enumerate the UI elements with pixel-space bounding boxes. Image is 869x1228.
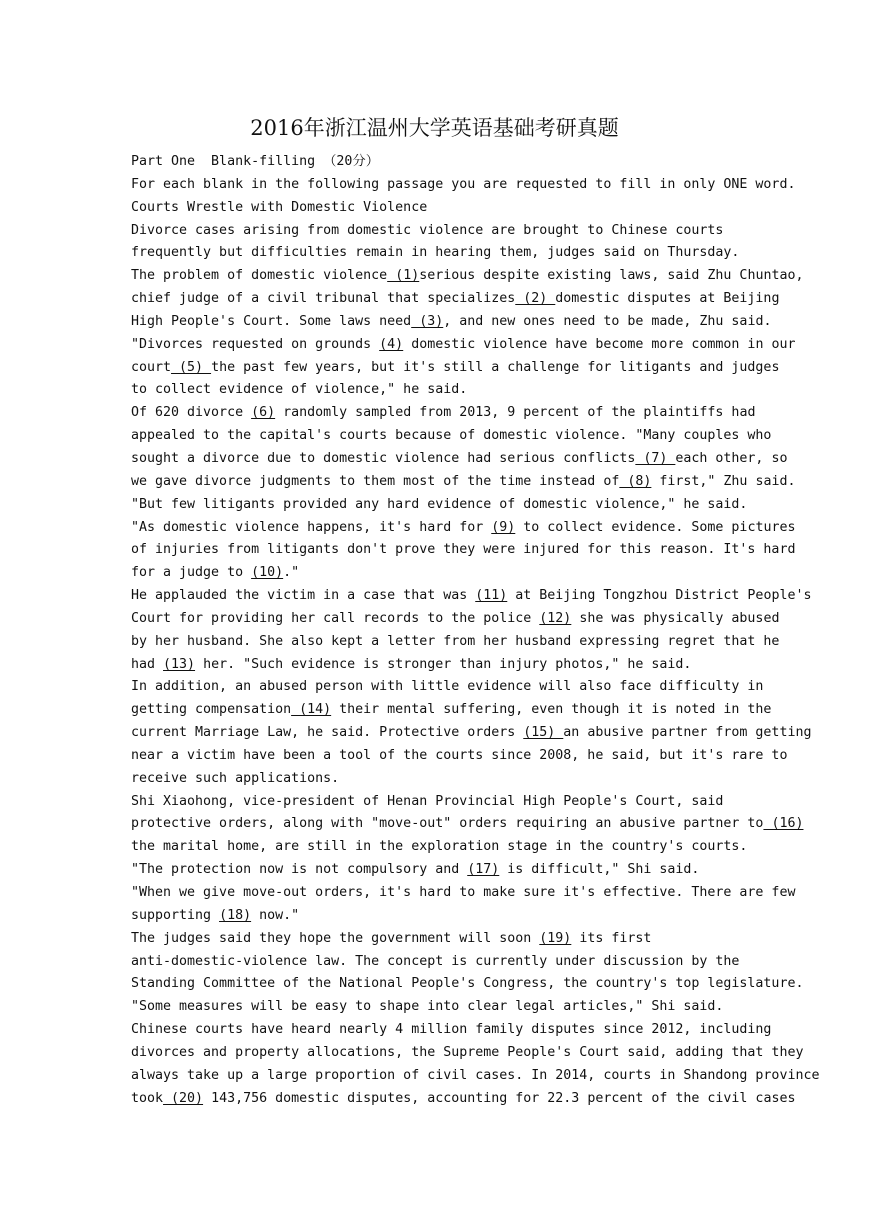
- text-line: [131, 813, 804, 836]
- text-segment: appealed to the capital's courts because of domestic violence. "Many couples who: [131, 428, 772, 444]
- text-segment: her. "Such evidence is stronger than injury photos," he said.: [195, 656, 692, 672]
- text-line: [131, 242, 740, 265]
- text-segment: their mental suffering, even though it is noted in the: [331, 702, 772, 718]
- text-segment: by her husband. She also kept a letter from her husband expressing regret that he: [131, 633, 780, 649]
- text-segment: court: [131, 359, 172, 375]
- text-segment: getting compensation: [131, 702, 292, 718]
- text-segment: she was physically abused: [571, 610, 780, 626]
- text-line: [131, 402, 756, 425]
- text-line: [131, 1019, 772, 1042]
- answer-blank: (8): [619, 473, 652, 489]
- answer-blank: (1): [387, 268, 420, 284]
- text-segment: current Marriage Law, he said. Protective orders: [131, 725, 524, 741]
- text-line: [131, 631, 780, 654]
- text-segment: took: [131, 1090, 164, 1106]
- text-segment: always take up a large proportion of civil cases. In 2014, courts in Shandong province: [131, 1067, 820, 1083]
- text-segment: first," Zhu said.: [651, 473, 796, 489]
- text-line: [131, 471, 796, 494]
- text-segment: had: [131, 656, 164, 672]
- text-line: [131, 973, 804, 996]
- text-line: [131, 951, 740, 974]
- text-segment: In addition, an abused person with little evidence will also face difficulty in: [131, 679, 764, 695]
- text-segment: for a judge to: [131, 565, 252, 581]
- text-segment: supporting: [131, 907, 220, 923]
- text-segment: divorces and property allocations, the Supreme People's Court said, adding that they: [131, 1044, 804, 1060]
- text-line: [131, 654, 737, 677]
- answer-blank: (6): [251, 405, 276, 421]
- text-segment: near a victim have been a tool of the courts since 2008, he said, but it's rare to: [131, 747, 788, 763]
- text-segment: an abusive partner from getting: [563, 725, 812, 741]
- text-line: [131, 1042, 804, 1065]
- text-segment: High People's Court. Some laws need: [131, 313, 412, 329]
- text-segment: "When we give move-out orders, it's hard to make sure it's effective. There are few: [131, 885, 796, 900]
- text-segment: the marital home, are still in the exploration stage in the country's courts.: [131, 839, 748, 855]
- text-line: [131, 288, 780, 311]
- answer-blank: (4): [379, 336, 404, 352]
- page-title: 2016年浙江温州大学英语基础考研真题: [250, 116, 619, 140]
- text-line: [131, 768, 737, 791]
- text-line: [131, 836, 748, 859]
- text-segment: receive such applications.: [131, 770, 340, 786]
- text-segment: Part One Blank-filling （20分）: [131, 154, 380, 169]
- text-line: [131, 220, 737, 243]
- text-line: [131, 608, 780, 631]
- answer-blank: (5): [171, 359, 212, 375]
- text-segment: at Beijing Tongzhou District People's: [507, 588, 812, 604]
- text-line: [131, 448, 788, 471]
- answer-blank: (2): [515, 291, 556, 307]
- text-segment: The judges said they hope the government will soon: [131, 930, 540, 946]
- answer-blank: (3): [411, 313, 444, 329]
- text-line: [131, 722, 812, 745]
- text-segment: now.": [251, 907, 300, 923]
- text-segment: domestic disputes at Beijing: [555, 291, 780, 307]
- text-line: [131, 265, 804, 288]
- text-segment: For each blank in the following passage you are requested to fill in only ONE word.: [131, 176, 796, 192]
- text-line: [131, 928, 737, 951]
- text-line: [131, 494, 748, 517]
- text-segment: "The protection now is not compulsory and: [131, 862, 468, 878]
- text-segment: serious despite existing laws, said Zhu Chuntao,: [419, 268, 804, 284]
- text-segment: anti-domestic-violence law. The concept is currently under discussion by the: [131, 953, 740, 969]
- text-line: [131, 517, 796, 540]
- text-line: [131, 539, 796, 562]
- text-segment: Shi Xiaohong, vice-president of Henan Provincial High People's Court, said: [131, 793, 724, 809]
- text-line: [131, 311, 772, 334]
- text-line: [131, 357, 780, 380]
- answer-blank: (12): [539, 610, 572, 626]
- text-line: [131, 996, 737, 1019]
- text-line: [131, 174, 796, 197]
- answer-blank: (16): [763, 816, 804, 832]
- text-line: [131, 585, 812, 608]
- text-line: [131, 699, 772, 722]
- text-line: [131, 905, 737, 928]
- text-segment: randomly sampled from 2013, 9 percent of the plaintiffs had: [275, 405, 756, 421]
- text-segment: , and new ones need to be made, Zhu said.: [443, 313, 772, 329]
- text-segment: its first: [571, 930, 652, 946]
- text-segment: to collect evidence. Some pictures: [515, 519, 796, 535]
- text-line: [131, 425, 772, 448]
- text-line: [131, 882, 796, 905]
- text-segment: frequently but difficulties remain in hearing them, judges said on Thursday.: [131, 245, 740, 261]
- text-line: [131, 562, 737, 585]
- text-segment: Court for providing her call records to the police: [131, 610, 540, 626]
- text-line: [131, 197, 737, 220]
- text-line: [131, 1065, 820, 1088]
- text-segment: of injuries from litigants don't prove they were injured for this reason. It's hard: [131, 542, 796, 558]
- text-segment: to collect evidence of violence," he said.: [131, 382, 468, 398]
- text-segment: chief judge of a civil tribunal that specializes: [131, 291, 516, 307]
- text-line: [131, 791, 737, 814]
- passage-body: [131, 151, 820, 1110]
- text-segment: each other, so: [675, 450, 788, 466]
- text-segment: "As domestic violence happens, it's hard for: [131, 519, 492, 535]
- text-segment: Divorce cases arising from domestic violence are brought to Chinese courts: [131, 222, 724, 238]
- text-segment: "Divorces requested on grounds: [131, 336, 380, 352]
- answer-blank: (17): [467, 862, 500, 878]
- text-segment: "But few litigants provided any hard evidence of domestic violence," he said.: [131, 496, 748, 512]
- answer-blank: (18): [219, 907, 252, 923]
- answer-blank: (11): [475, 588, 508, 604]
- answer-blank: (7): [635, 450, 676, 466]
- text-segment: 143,756 domestic disputes, accounting for 22.3 percent of the civil cases: [203, 1090, 796, 1106]
- text-segment: the past few years, but it's still a challenge for litigants and judges: [211, 359, 780, 375]
- text-line: [131, 745, 788, 768]
- answer-blank: (15): [523, 725, 564, 741]
- text-segment: Chinese courts have heard nearly 4 million family disputes since 2012, including: [131, 1022, 772, 1038]
- text-line: [131, 151, 737, 174]
- text-segment: Of 620 divorce: [131, 405, 252, 421]
- text-segment: Courts Wrestle with Domestic Violence: [131, 199, 428, 215]
- answer-blank: (10): [251, 565, 284, 581]
- text-line: [131, 859, 737, 882]
- text-line: [131, 379, 737, 402]
- text-line: [131, 1088, 796, 1111]
- text-segment: .": [283, 565, 300, 581]
- text-line: [131, 676, 764, 699]
- text-segment: protective orders, along with "move-out" orders requiring an abusive partner to: [131, 816, 764, 832]
- answer-blank: (9): [491, 519, 516, 535]
- answer-blank: (19): [539, 930, 572, 946]
- text-segment: "Some measures will be easy to shape into clear legal articles," Shi said.: [131, 999, 724, 1015]
- answer-blank: (13): [163, 656, 196, 672]
- text-line: [131, 334, 796, 357]
- text-segment: sought a divorce due to domestic violence had serious conflicts: [131, 450, 636, 466]
- text-segment: He applauded the victim in a case that was: [131, 588, 476, 604]
- text-segment: is difficult," Shi said.: [499, 862, 700, 878]
- answer-blank: (20): [163, 1090, 204, 1106]
- answer-blank: (14): [291, 702, 332, 718]
- text-segment: domestic violence have become more common in our: [403, 336, 796, 352]
- text-segment: The problem of domestic violence: [131, 268, 388, 284]
- text-segment: Standing Committee of the National People's Congress, the country's top legislature.: [131, 976, 804, 992]
- text-segment: we gave divorce judgments to them most of the time instead of: [131, 473, 620, 489]
